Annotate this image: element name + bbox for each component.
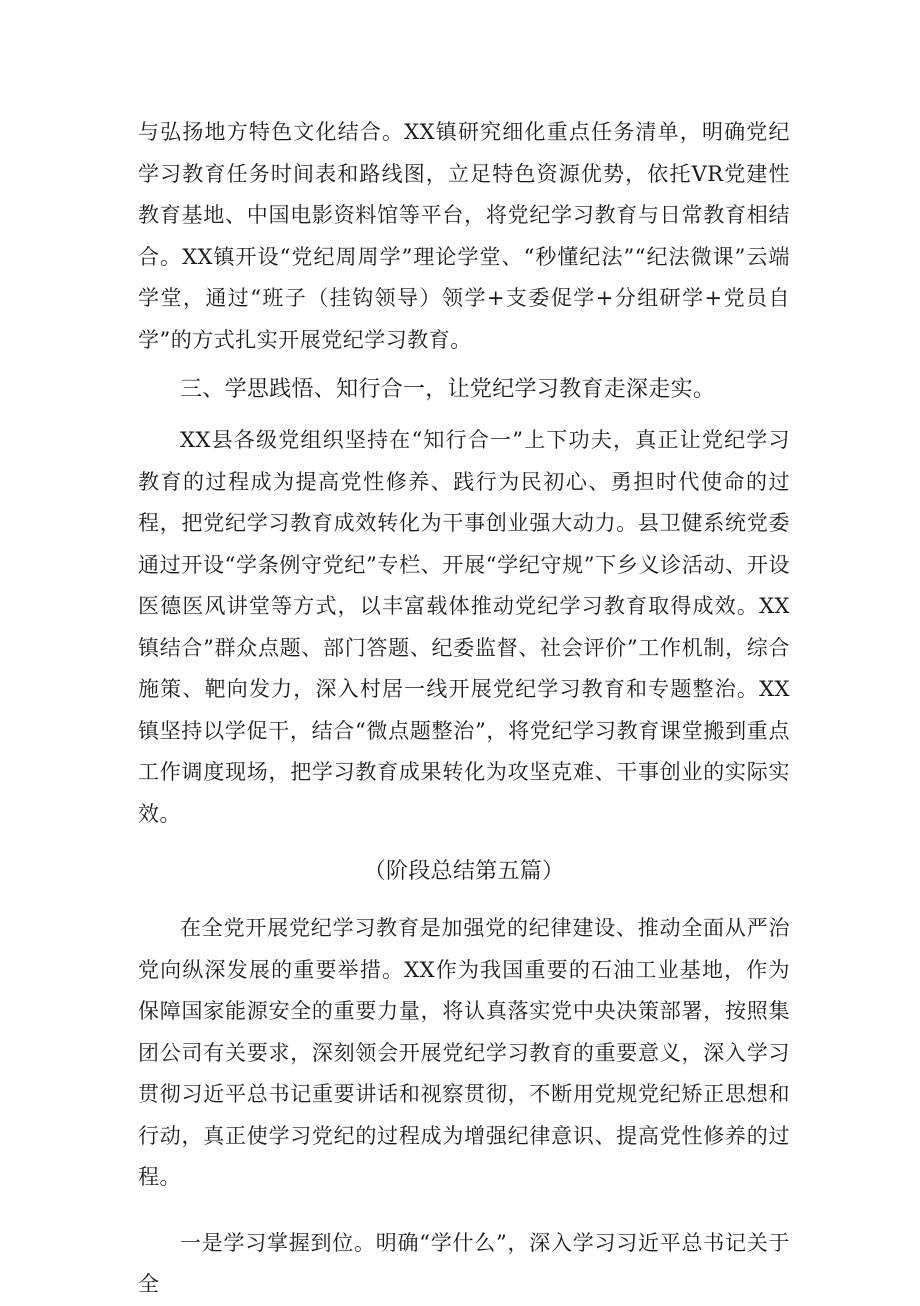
body-paragraph: 一是学习掌握到位。明确“学什么”，深入学习习近平总书记关于全 [138,1230,790,1296]
body-paragraph: 与弘扬地方特色文化结合。XX镇研究细化重点任务清单，明确党纪学习教育任务时间表和路线图，立足特色资源优势，依托VR党建性教育基地、中国电影资料馆等平台，将党纪学习教育与日常教育相结合。XX镇开设“党纪周周学”理论学堂、“秒懂纪法”“纪法微课”云端学堂，通过“班子（挂钩领导）领学+支委促学+分组研学+党员自学”的方式扎实开展党纪学习教育。 [138,120,790,352]
document-body [138,112,790,1306]
part-title: （阶段总结第五篇） [363,859,565,884]
body-paragraph: XX县各级党组织坚持在“知行合一”上下功夫，真正让党纪学习教育的过程成为提高党性修养、践行为民初心、勇担时代使命的过程，把党纪学习教育成效转化为干事创业强大动力。县卫健系统党委通过开设“学条例守党纪”专栏、开展“学纪守规”下乡义诊活动、开设医德医风讲堂等方式，以丰富载体推动党纪学习教育取得成效。XX镇结合”群众点题、部门答题、纪委监督、社会评价”工作机制，综合施策、靶向发力，深入村居一线开展党纪学习教育和专题整治。XX镇坚持以学促干，结合“微点题整治”，将党纪学习教育课堂搬到重点工作调度现场，把学习教育成果转化为攻坚克难、干事创业的实际实效。 [138,428,790,826]
body-paragraph: 在全党开展党纪学习教育是加强党的纪律建设、推动全面从严治党向纵深发展的重要举措。XX作为我国重要的石油工业基地，作为保障国家能源安全的重要力量，将认真落实党中央决策部署，按照集团公司有关要求，深刻领会开展党纪学习教育的重要意义，深入学习贯彻习近平总书记重要讲话和视察贯彻，不断用党规党纪矫正思想和行动，真正使学习党纪的过程成为增强纪律意识、提高党性修养的过程。 [138,916,790,1189]
section-heading: 三、学思践悟、知行合一，让党纪学习教育走深走实。 [180,377,716,402]
